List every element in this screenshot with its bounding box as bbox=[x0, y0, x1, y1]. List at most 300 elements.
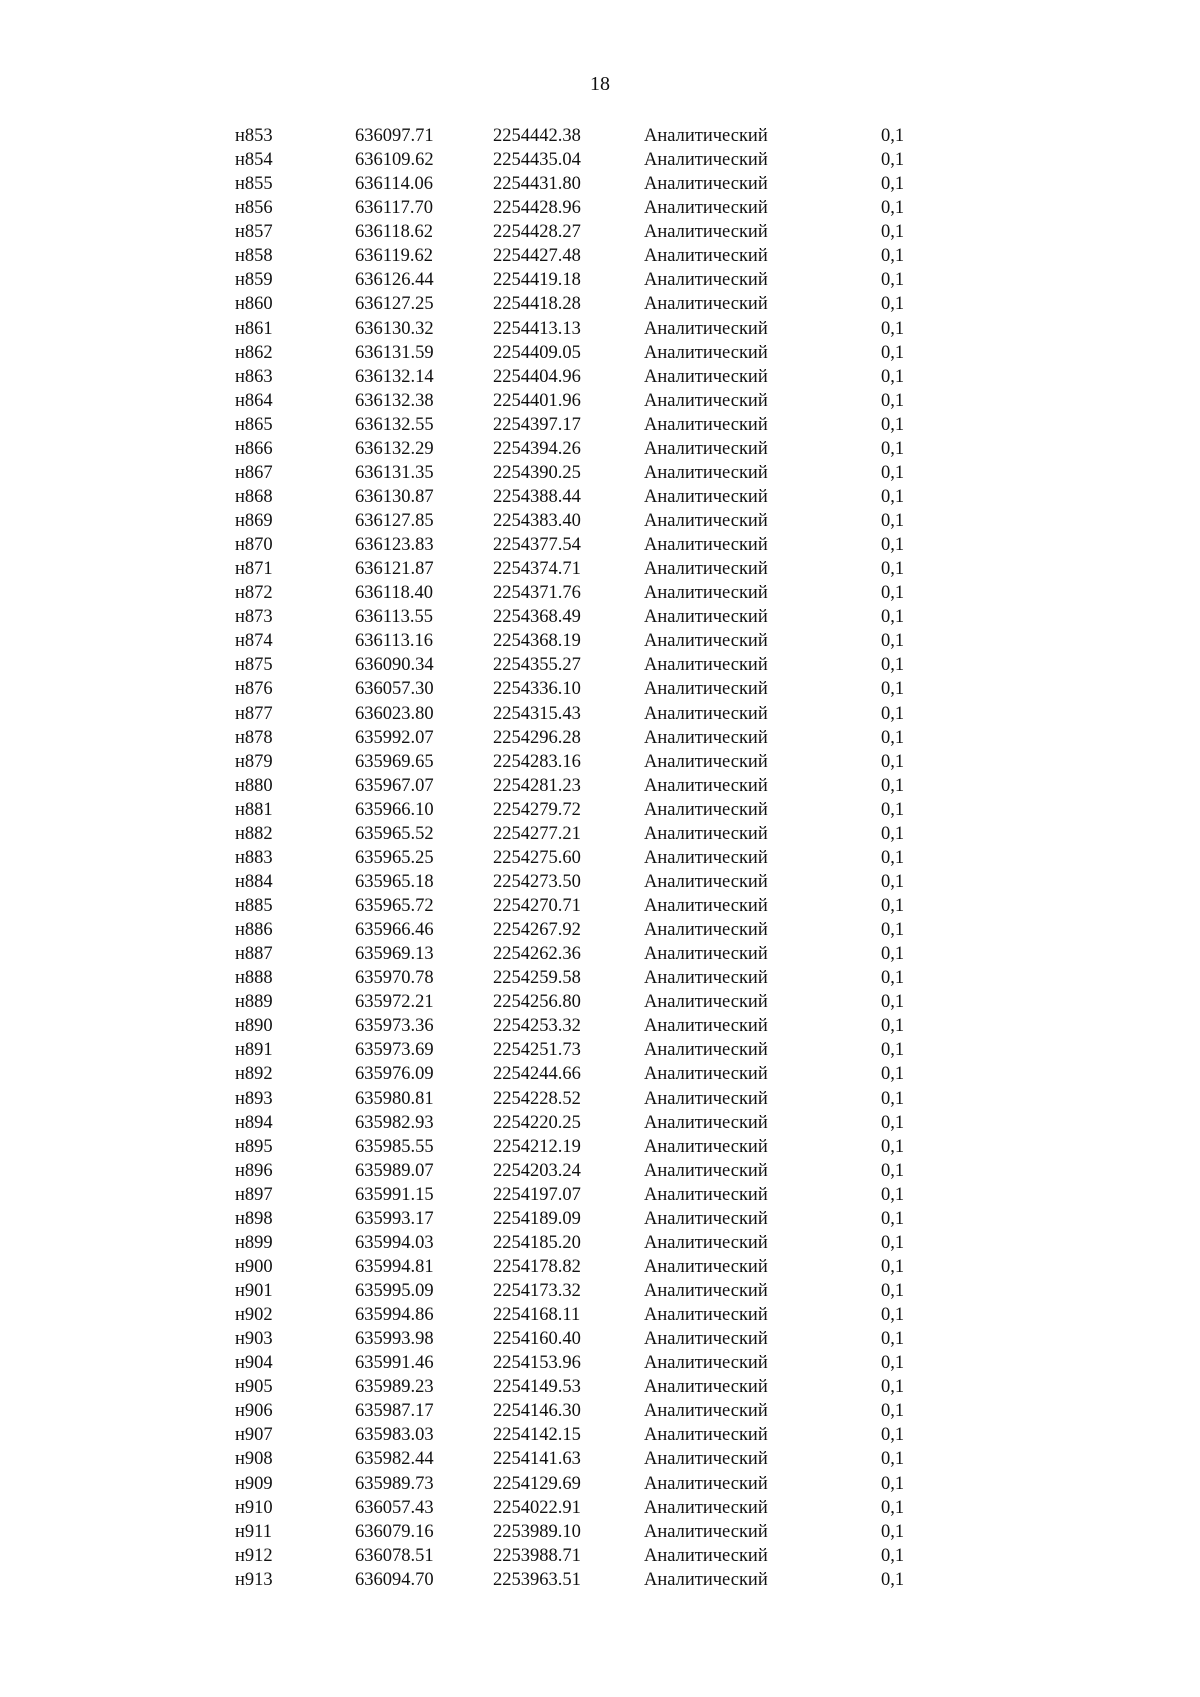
accuracy-cell: 0,1 bbox=[881, 222, 905, 243]
y-coordinate-cell: 2254212.19 bbox=[493, 1136, 581, 1157]
point-id-cell: н863 bbox=[235, 366, 273, 387]
table-row bbox=[0, 894, 1200, 918]
point-id-cell: н885 bbox=[235, 896, 273, 916]
x-coordinate-cell: 635989.23 bbox=[355, 1377, 434, 1398]
point-id-cell: н881 bbox=[235, 799, 273, 820]
table-row bbox=[0, 557, 1200, 581]
accuracy-cell: 0,1 bbox=[881, 174, 905, 195]
y-coordinate-cell: 2254336.10 bbox=[493, 679, 581, 700]
accuracy-cell: 0,1 bbox=[881, 1377, 905, 1398]
table-row bbox=[0, 461, 1200, 485]
accuracy-cell: 0,1 bbox=[881, 246, 905, 267]
accuracy-cell: 0,1 bbox=[881, 390, 905, 411]
x-coordinate-cell: 635994.81 bbox=[355, 1256, 434, 1277]
method-cell: Аналитический bbox=[644, 1184, 768, 1205]
method-cell: Аналитический bbox=[644, 1401, 768, 1422]
x-coordinate-cell: 635969.65 bbox=[355, 751, 434, 772]
point-id-cell: н909 bbox=[235, 1473, 273, 1494]
method-cell: Аналитический bbox=[644, 246, 768, 267]
y-coordinate-cell: 2254355.27 bbox=[493, 655, 581, 676]
x-coordinate-cell: 635995.09 bbox=[355, 1281, 434, 1301]
method-cell: Аналитический bbox=[644, 366, 768, 387]
x-coordinate-cell: 636119.62 bbox=[355, 246, 433, 267]
table-row bbox=[0, 292, 1200, 316]
x-coordinate-cell: 635985.55 bbox=[355, 1136, 434, 1157]
table-row bbox=[0, 317, 1200, 341]
method-cell: Аналитический bbox=[644, 679, 768, 700]
method-cell: Аналитический bbox=[644, 294, 768, 315]
method-cell: Аналитический bbox=[644, 1305, 768, 1326]
point-id-cell: н862 bbox=[235, 342, 273, 363]
x-coordinate-cell: 636127.25 bbox=[355, 294, 434, 315]
table-row bbox=[0, 581, 1200, 605]
point-id-cell: н903 bbox=[235, 1329, 273, 1350]
point-id-cell: н900 bbox=[235, 1256, 273, 1277]
method-cell: Аналитический bbox=[644, 414, 768, 435]
table-row bbox=[0, 702, 1200, 726]
y-coordinate-cell: 2254253.32 bbox=[493, 1016, 581, 1037]
y-coordinate-cell: 2254368.19 bbox=[493, 631, 581, 652]
method-cell: Аналитический bbox=[644, 390, 768, 411]
method-cell: Аналитический bbox=[644, 318, 768, 339]
method-cell: Аналитический bbox=[644, 1329, 768, 1350]
y-coordinate-cell: 2254185.20 bbox=[493, 1232, 581, 1253]
accuracy-cell: 0,1 bbox=[881, 462, 905, 483]
y-coordinate-cell: 2254160.40 bbox=[493, 1329, 581, 1350]
accuracy-cell: 0,1 bbox=[881, 270, 905, 291]
table-row bbox=[0, 1568, 1200, 1592]
table-row bbox=[0, 1544, 1200, 1568]
table-row bbox=[0, 774, 1200, 798]
method-cell: Аналитический bbox=[644, 1064, 768, 1085]
x-coordinate-cell: 635969.13 bbox=[355, 944, 434, 965]
table-row bbox=[0, 726, 1200, 750]
table-row bbox=[0, 1207, 1200, 1231]
point-id-cell: н873 bbox=[235, 607, 273, 628]
x-coordinate-cell: 635965.25 bbox=[355, 847, 434, 868]
accuracy-cell: 0,1 bbox=[881, 1256, 905, 1277]
method-cell: Аналитический bbox=[644, 655, 768, 676]
x-coordinate-cell: 635993.98 bbox=[355, 1329, 434, 1350]
x-coordinate-cell: 636057.43 bbox=[355, 1497, 434, 1518]
y-coordinate-cell: 2254141.63 bbox=[493, 1449, 581, 1470]
y-coordinate-cell: 2254168.11 bbox=[493, 1305, 581, 1326]
method-cell: Аналитический bbox=[644, 1232, 768, 1253]
accuracy-cell: 0,1 bbox=[881, 1425, 905, 1446]
table-row bbox=[0, 605, 1200, 629]
x-coordinate-cell: 635973.36 bbox=[355, 1016, 434, 1037]
point-id-cell: н888 bbox=[235, 968, 273, 989]
y-coordinate-cell: 2254418.28 bbox=[493, 294, 581, 315]
y-coordinate-cell: 2254129.69 bbox=[493, 1473, 581, 1494]
table-row bbox=[0, 1183, 1200, 1207]
table-row bbox=[0, 389, 1200, 413]
y-coordinate-cell: 2253988.71 bbox=[493, 1545, 581, 1566]
table-row bbox=[0, 1279, 1200, 1303]
point-id-cell: н872 bbox=[235, 583, 273, 604]
x-coordinate-cell: 636123.83 bbox=[355, 535, 434, 556]
accuracy-cell: 0,1 bbox=[881, 1136, 905, 1157]
method-cell: Аналитический bbox=[644, 871, 768, 892]
point-id-cell: н857 bbox=[235, 222, 273, 243]
point-id-cell: н865 bbox=[235, 414, 273, 435]
x-coordinate-cell: 635994.86 bbox=[355, 1305, 434, 1326]
method-cell: Аналитический bbox=[644, 1521, 768, 1542]
x-coordinate-cell: 636127.85 bbox=[355, 511, 434, 531]
table-row bbox=[0, 1303, 1200, 1327]
accuracy-cell: 0,1 bbox=[881, 871, 905, 892]
accuracy-cell: 0,1 bbox=[881, 414, 905, 435]
y-coordinate-cell: 2254383.40 bbox=[493, 511, 581, 531]
method-cell: Аналитический bbox=[644, 1208, 768, 1229]
method-cell: Аналитический bbox=[644, 511, 768, 531]
table-row bbox=[0, 966, 1200, 990]
method-cell: Аналитический bbox=[644, 1449, 768, 1470]
y-coordinate-cell: 2254022.91 bbox=[493, 1497, 581, 1518]
point-id-cell: н899 bbox=[235, 1232, 273, 1253]
y-coordinate-cell: 2254409.05 bbox=[493, 342, 581, 363]
y-coordinate-cell: 2254244.66 bbox=[493, 1064, 581, 1085]
y-coordinate-cell: 2254427.48 bbox=[493, 246, 581, 267]
point-id-cell: н876 bbox=[235, 679, 273, 700]
point-id-cell: н855 bbox=[235, 174, 273, 195]
point-id-cell: н879 bbox=[235, 751, 273, 772]
x-coordinate-cell: 636113.16 bbox=[355, 631, 433, 652]
accuracy-cell: 0,1 bbox=[881, 920, 905, 941]
point-id-cell: н896 bbox=[235, 1160, 273, 1181]
y-coordinate-cell: 2253963.51 bbox=[493, 1569, 581, 1590]
x-coordinate-cell: 635991.15 bbox=[355, 1184, 434, 1205]
table-row bbox=[0, 1520, 1200, 1544]
point-id-cell: н860 bbox=[235, 294, 273, 315]
method-cell: Аналитический bbox=[644, 174, 768, 195]
x-coordinate-cell: 636079.16 bbox=[355, 1521, 434, 1542]
x-coordinate-cell: 636118.62 bbox=[355, 222, 433, 243]
point-id-cell: н906 bbox=[235, 1401, 273, 1422]
y-coordinate-cell: 2254419.18 bbox=[493, 270, 581, 291]
method-cell: Аналитический bbox=[644, 631, 768, 652]
point-id-cell: н913 bbox=[235, 1569, 273, 1590]
x-coordinate-cell: 636132.38 bbox=[355, 390, 434, 411]
table-row bbox=[0, 1062, 1200, 1086]
accuracy-cell: 0,1 bbox=[881, 583, 905, 604]
table-row bbox=[0, 533, 1200, 557]
point-id-cell: н891 bbox=[235, 1040, 273, 1061]
y-coordinate-cell: 2254197.07 bbox=[493, 1184, 581, 1205]
y-coordinate-cell: 2254388.44 bbox=[493, 486, 581, 507]
x-coordinate-cell: 635982.93 bbox=[355, 1112, 434, 1133]
table-row bbox=[0, 677, 1200, 701]
point-id-cell: н859 bbox=[235, 270, 273, 291]
method-cell: Аналитический bbox=[644, 1425, 768, 1446]
method-cell: Аналитический bbox=[644, 126, 768, 146]
x-coordinate-cell: 636132.55 bbox=[355, 414, 434, 435]
accuracy-cell: 0,1 bbox=[881, 1401, 905, 1422]
point-id-cell: н910 bbox=[235, 1497, 273, 1518]
table-row bbox=[0, 1496, 1200, 1520]
x-coordinate-cell: 635967.07 bbox=[355, 775, 434, 796]
method-cell: Аналитический bbox=[644, 462, 768, 483]
table-row bbox=[0, 196, 1200, 220]
method-cell: Аналитический bbox=[644, 1136, 768, 1157]
accuracy-cell: 0,1 bbox=[881, 1521, 905, 1542]
accuracy-cell: 0,1 bbox=[881, 1232, 905, 1253]
accuracy-cell: 0,1 bbox=[881, 751, 905, 772]
point-id-cell: н892 bbox=[235, 1064, 273, 1085]
x-coordinate-cell: 635965.18 bbox=[355, 871, 434, 892]
method-cell: Аналитический bbox=[644, 727, 768, 748]
table-row bbox=[0, 509, 1200, 533]
point-id-cell: н887 bbox=[235, 944, 273, 965]
method-cell: Аналитический bbox=[644, 1256, 768, 1277]
y-coordinate-cell: 2254397.17 bbox=[493, 414, 581, 435]
x-coordinate-cell: 636126.44 bbox=[355, 270, 434, 291]
accuracy-cell: 0,1 bbox=[881, 535, 905, 556]
point-id-cell: н869 bbox=[235, 511, 273, 531]
table-row bbox=[0, 1447, 1200, 1471]
table-row bbox=[0, 220, 1200, 244]
accuracy-cell: 0,1 bbox=[881, 1353, 905, 1374]
point-id-cell: н883 bbox=[235, 847, 273, 868]
point-id-cell: н866 bbox=[235, 438, 273, 459]
y-coordinate-cell: 2254368.49 bbox=[493, 607, 581, 628]
point-id-cell: н898 bbox=[235, 1208, 273, 1229]
method-cell: Аналитический bbox=[644, 1569, 768, 1590]
point-id-cell: н874 bbox=[235, 631, 273, 652]
table-row bbox=[0, 822, 1200, 846]
accuracy-cell: 0,1 bbox=[881, 438, 905, 459]
method-cell: Аналитический bbox=[644, 1281, 768, 1301]
y-coordinate-cell: 2254431.80 bbox=[493, 174, 581, 195]
accuracy-cell: 0,1 bbox=[881, 968, 905, 989]
y-coordinate-cell: 2254374.71 bbox=[493, 559, 581, 580]
accuracy-cell: 0,1 bbox=[881, 823, 905, 844]
table-row bbox=[0, 870, 1200, 894]
x-coordinate-cell: 635987.17 bbox=[355, 1401, 434, 1422]
coordinates-table bbox=[0, 124, 1200, 1592]
table-row bbox=[0, 341, 1200, 365]
x-coordinate-cell: 635983.03 bbox=[355, 1425, 434, 1446]
y-coordinate-cell: 2254256.80 bbox=[493, 992, 581, 1013]
y-coordinate-cell: 2254149.53 bbox=[493, 1377, 581, 1398]
method-cell: Аналитический bbox=[644, 607, 768, 628]
table-row bbox=[0, 1375, 1200, 1399]
accuracy-cell: 0,1 bbox=[881, 1473, 905, 1494]
accuracy-cell: 0,1 bbox=[881, 1497, 905, 1518]
point-id-cell: н870 bbox=[235, 535, 273, 556]
method-cell: Аналитический bbox=[644, 751, 768, 772]
x-coordinate-cell: 636109.62 bbox=[355, 150, 434, 171]
x-coordinate-cell: 635973.69 bbox=[355, 1040, 434, 1061]
y-coordinate-cell: 2254283.16 bbox=[493, 751, 581, 772]
y-coordinate-cell: 2254279.72 bbox=[493, 799, 581, 820]
method-cell: Аналитический bbox=[644, 486, 768, 507]
method-cell: Аналитический bbox=[644, 1040, 768, 1061]
x-coordinate-cell: 636094.70 bbox=[355, 1569, 434, 1590]
y-coordinate-cell: 2254435.04 bbox=[493, 150, 581, 171]
point-id-cell: н912 bbox=[235, 1545, 273, 1566]
point-id-cell: н901 bbox=[235, 1281, 273, 1301]
y-coordinate-cell: 2254377.54 bbox=[493, 535, 581, 556]
y-coordinate-cell: 2254401.96 bbox=[493, 390, 581, 411]
point-id-cell: н911 bbox=[235, 1521, 272, 1542]
table-row bbox=[0, 1472, 1200, 1496]
y-coordinate-cell: 2254220.25 bbox=[493, 1112, 581, 1133]
method-cell: Аналитический bbox=[644, 1088, 768, 1109]
y-coordinate-cell: 2254428.27 bbox=[493, 222, 581, 243]
method-cell: Аналитический bbox=[644, 222, 768, 243]
table-row bbox=[0, 485, 1200, 509]
method-cell: Аналитический bbox=[644, 1473, 768, 1494]
method-cell: Аналитический bbox=[644, 198, 768, 219]
table-row bbox=[0, 750, 1200, 774]
accuracy-cell: 0,1 bbox=[881, 150, 905, 171]
point-id-cell: н905 bbox=[235, 1377, 273, 1398]
table-row bbox=[0, 244, 1200, 268]
y-coordinate-cell: 2254259.58 bbox=[493, 968, 581, 989]
accuracy-cell: 0,1 bbox=[881, 318, 905, 339]
accuracy-cell: 0,1 bbox=[881, 559, 905, 580]
accuracy-cell: 0,1 bbox=[881, 679, 905, 700]
accuracy-cell: 0,1 bbox=[881, 1449, 905, 1470]
accuracy-cell: 0,1 bbox=[881, 126, 905, 146]
method-cell: Аналитический bbox=[644, 1545, 768, 1566]
point-id-cell: н889 bbox=[235, 992, 273, 1013]
y-coordinate-cell: 2254142.15 bbox=[493, 1425, 581, 1446]
x-coordinate-cell: 636113.55 bbox=[355, 607, 433, 628]
accuracy-cell: 0,1 bbox=[881, 655, 905, 676]
x-coordinate-cell: 636114.06 bbox=[355, 174, 433, 195]
x-coordinate-cell: 636130.87 bbox=[355, 486, 434, 507]
x-coordinate-cell: 635972.21 bbox=[355, 992, 434, 1013]
point-id-cell: н871 bbox=[235, 559, 273, 580]
accuracy-cell: 0,1 bbox=[881, 1329, 905, 1350]
point-id-cell: н890 bbox=[235, 1016, 273, 1037]
accuracy-cell: 0,1 bbox=[881, 1016, 905, 1037]
y-coordinate-cell: 2254390.25 bbox=[493, 462, 581, 483]
table-row bbox=[0, 1014, 1200, 1038]
point-id-cell: н853 bbox=[235, 126, 273, 146]
x-coordinate-cell: 635976.09 bbox=[355, 1064, 434, 1085]
method-cell: Аналитический bbox=[644, 1497, 768, 1518]
point-id-cell: н856 bbox=[235, 198, 273, 219]
table-row bbox=[0, 172, 1200, 196]
accuracy-cell: 0,1 bbox=[881, 198, 905, 219]
table-row bbox=[0, 629, 1200, 653]
accuracy-cell: 0,1 bbox=[881, 896, 905, 916]
method-cell: Аналитический bbox=[644, 896, 768, 916]
table-row bbox=[0, 942, 1200, 966]
y-coordinate-cell: 2254442.38 bbox=[493, 126, 581, 146]
accuracy-cell: 0,1 bbox=[881, 1064, 905, 1085]
x-coordinate-cell: 635982.44 bbox=[355, 1449, 434, 1470]
method-cell: Аналитический bbox=[644, 150, 768, 171]
point-id-cell: н886 bbox=[235, 920, 273, 941]
method-cell: Аналитический bbox=[644, 920, 768, 941]
accuracy-cell: 0,1 bbox=[881, 1160, 905, 1181]
accuracy-cell: 0,1 bbox=[881, 294, 905, 315]
accuracy-cell: 0,1 bbox=[881, 486, 905, 507]
accuracy-cell: 0,1 bbox=[881, 1088, 905, 1109]
table-row bbox=[0, 1399, 1200, 1423]
table-row bbox=[0, 798, 1200, 822]
x-coordinate-cell: 636023.80 bbox=[355, 703, 434, 724]
y-coordinate-cell: 2254394.26 bbox=[493, 438, 581, 459]
table-row bbox=[0, 365, 1200, 389]
y-coordinate-cell: 2254267.92 bbox=[493, 920, 581, 941]
x-coordinate-cell: 635966.46 bbox=[355, 920, 434, 941]
y-coordinate-cell: 2254203.24 bbox=[493, 1160, 581, 1181]
y-coordinate-cell: 2254270.71 bbox=[493, 896, 581, 916]
method-cell: Аналитический bbox=[644, 535, 768, 556]
table-row bbox=[0, 918, 1200, 942]
accuracy-cell: 0,1 bbox=[881, 631, 905, 652]
y-coordinate-cell: 2254277.21 bbox=[493, 823, 581, 844]
y-coordinate-cell: 2254173.32 bbox=[493, 1281, 581, 1301]
table-row bbox=[0, 1038, 1200, 1062]
accuracy-cell: 0,1 bbox=[881, 992, 905, 1013]
x-coordinate-cell: 636131.35 bbox=[355, 462, 434, 483]
y-coordinate-cell: 2254146.30 bbox=[493, 1401, 581, 1422]
x-coordinate-cell: 636118.40 bbox=[355, 583, 433, 604]
method-cell: Аналитический bbox=[644, 1353, 768, 1374]
method-cell: Аналитический bbox=[644, 559, 768, 580]
x-coordinate-cell: 636078.51 bbox=[355, 1545, 434, 1566]
y-coordinate-cell: 2254251.73 bbox=[493, 1040, 581, 1061]
point-id-cell: н854 bbox=[235, 150, 273, 171]
y-coordinate-cell: 2254178.82 bbox=[493, 1256, 581, 1277]
x-coordinate-cell: 636130.32 bbox=[355, 318, 434, 339]
x-coordinate-cell: 635970.78 bbox=[355, 968, 434, 989]
accuracy-cell: 0,1 bbox=[881, 1545, 905, 1566]
point-id-cell: н880 bbox=[235, 775, 273, 796]
method-cell: Аналитический bbox=[644, 799, 768, 820]
x-coordinate-cell: 636090.34 bbox=[355, 655, 434, 676]
y-coordinate-cell: 2254404.96 bbox=[493, 366, 581, 387]
table-row bbox=[0, 990, 1200, 1014]
point-id-cell: н907 bbox=[235, 1425, 273, 1446]
x-coordinate-cell: 636132.14 bbox=[355, 366, 434, 387]
point-id-cell: н868 bbox=[235, 486, 273, 507]
point-id-cell: н894 bbox=[235, 1112, 273, 1133]
y-coordinate-cell: 2253989.10 bbox=[493, 1521, 581, 1542]
x-coordinate-cell: 635989.07 bbox=[355, 1160, 434, 1181]
table-row bbox=[0, 1423, 1200, 1447]
accuracy-cell: 0,1 bbox=[881, 944, 905, 965]
point-id-cell: н877 bbox=[235, 703, 273, 724]
x-coordinate-cell: 636057.30 bbox=[355, 679, 434, 700]
x-coordinate-cell: 635965.52 bbox=[355, 823, 434, 844]
table-row bbox=[0, 413, 1200, 437]
point-id-cell: н878 bbox=[235, 727, 273, 748]
table-row bbox=[0, 268, 1200, 292]
method-cell: Аналитический bbox=[644, 703, 768, 724]
method-cell: Аналитический bbox=[644, 583, 768, 604]
accuracy-cell: 0,1 bbox=[881, 847, 905, 868]
x-coordinate-cell: 636097.71 bbox=[355, 126, 434, 146]
y-coordinate-cell: 2254153.96 bbox=[493, 1353, 581, 1374]
table-row bbox=[0, 1159, 1200, 1183]
point-id-cell: н897 bbox=[235, 1184, 273, 1205]
y-coordinate-cell: 2254413.13 bbox=[493, 318, 581, 339]
accuracy-cell: 0,1 bbox=[881, 775, 905, 796]
y-coordinate-cell: 2254275.60 bbox=[493, 847, 581, 868]
table-row bbox=[0, 1135, 1200, 1159]
accuracy-cell: 0,1 bbox=[881, 799, 905, 820]
x-coordinate-cell: 635993.17 bbox=[355, 1208, 434, 1229]
accuracy-cell: 0,1 bbox=[881, 366, 905, 387]
method-cell: Аналитический bbox=[644, 944, 768, 965]
